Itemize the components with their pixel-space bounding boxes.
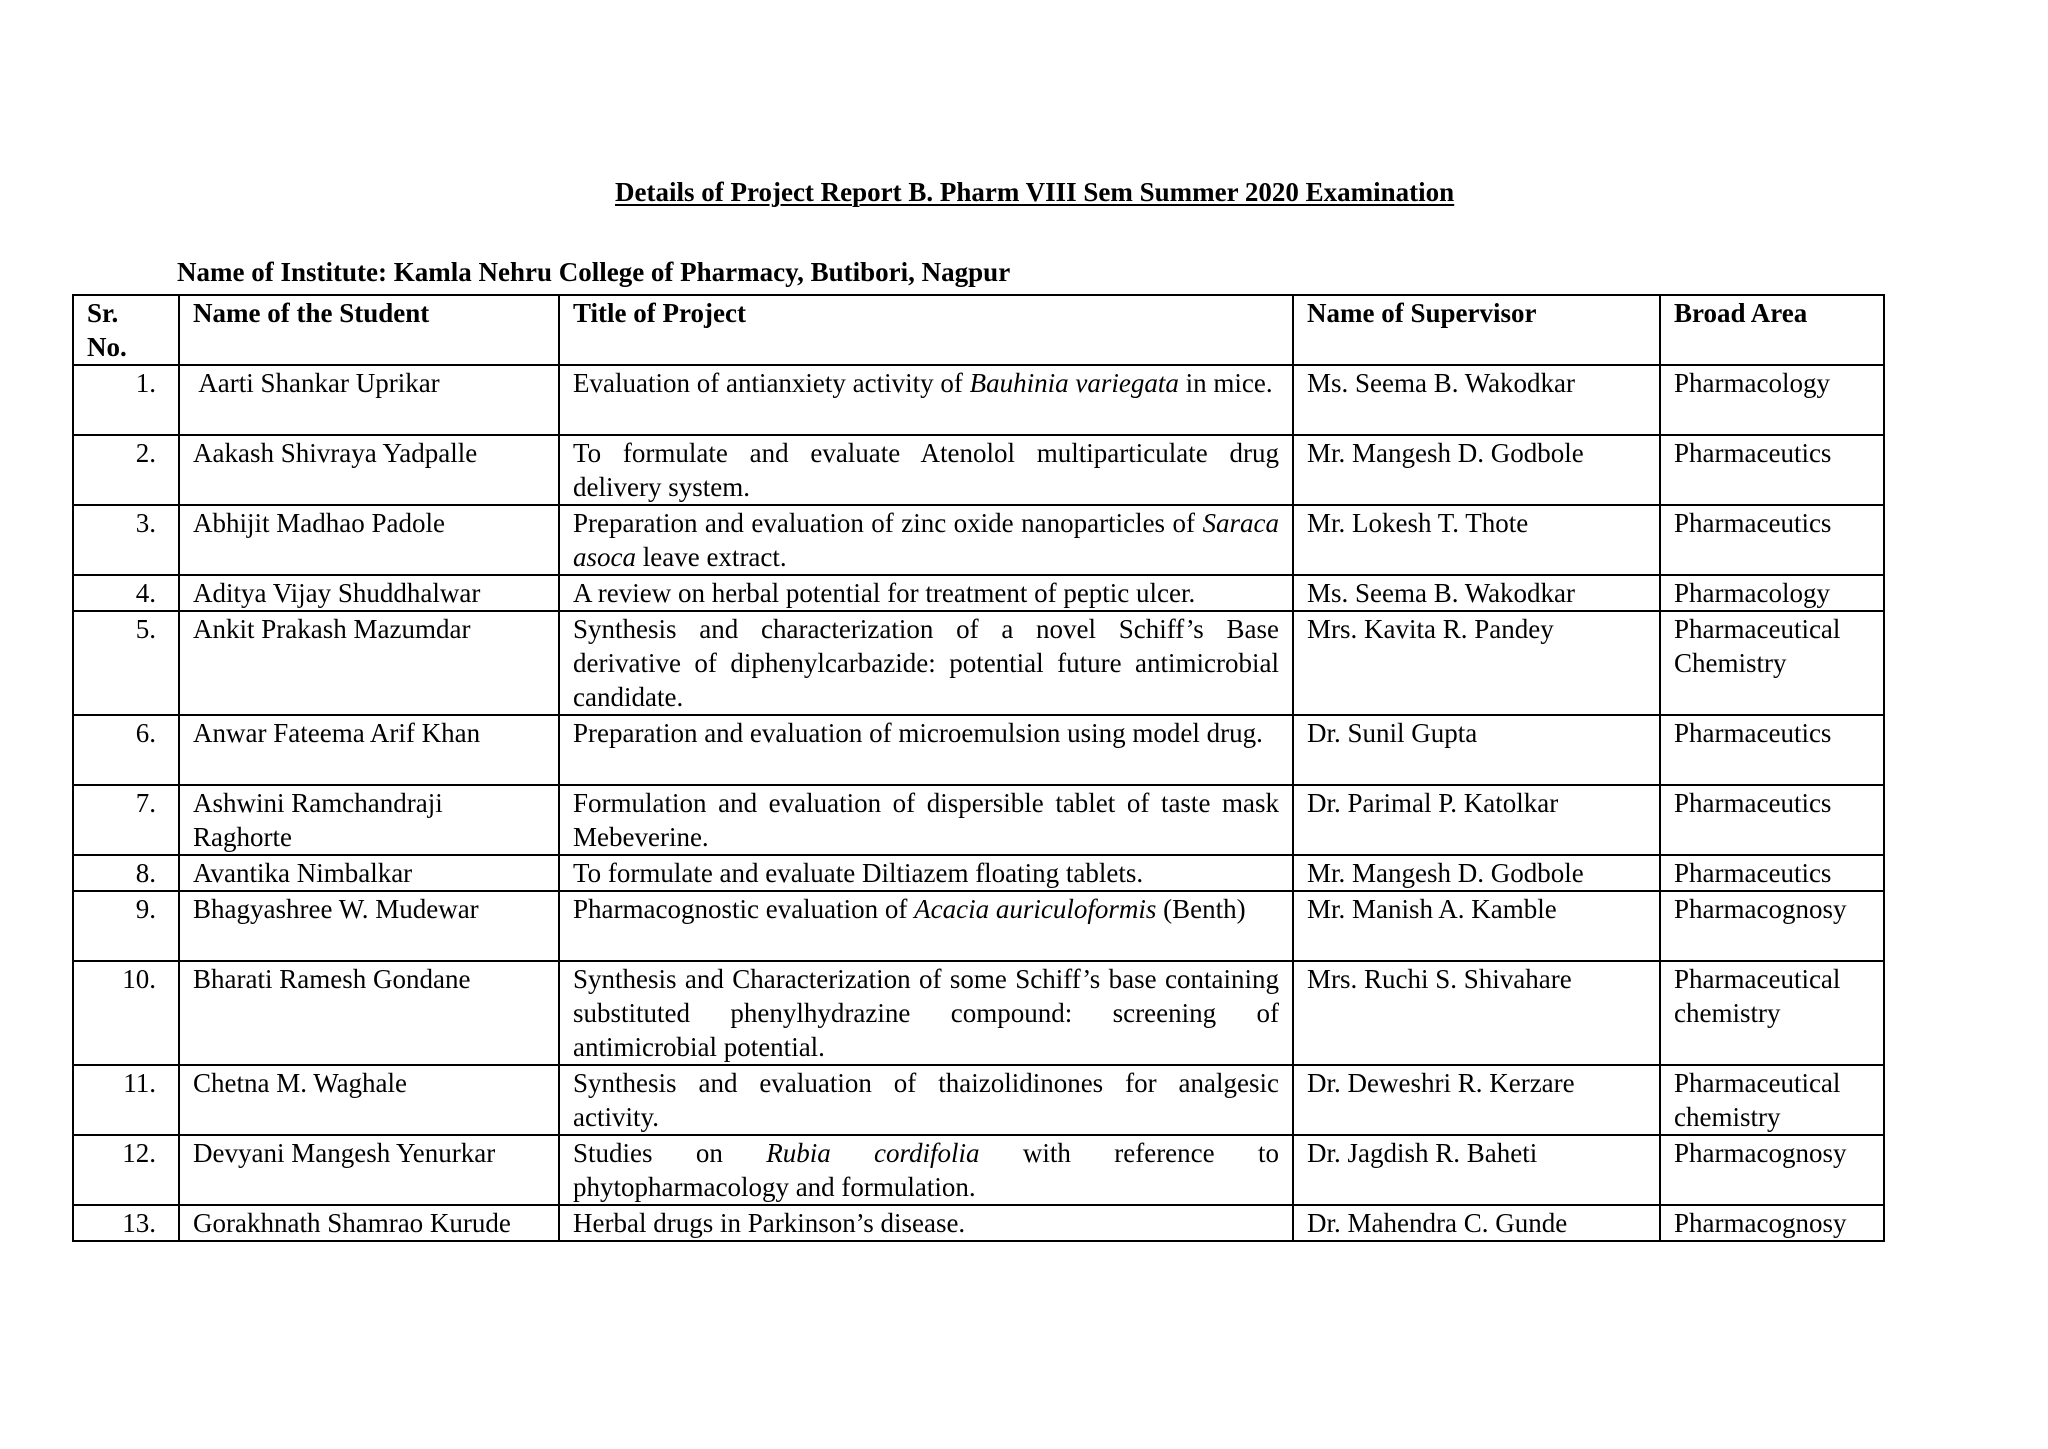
broad-area-cell: Pharmacognosy — [1660, 1135, 1884, 1205]
table-row — [73, 715, 1884, 785]
supervisor-cell: Dr. Deweshri R. Kerzare — [1293, 1065, 1660, 1135]
table-row — [73, 1065, 1884, 1135]
table-row — [73, 1135, 1884, 1205]
supervisor-cell: Ms. Seema B. Wakodkar — [1293, 365, 1660, 435]
project-title-cell: To formulate and evaluate Atenolol multiparticulate drug delivery system. — [559, 435, 1293, 505]
project-title-cell: Pharmacognostic evaluation of Acacia auriculoformis (Benth) — [559, 891, 1293, 961]
broad-area-cell: Pharmaceutical chemistry — [1660, 961, 1884, 1065]
sr-no-cell: 3. — [73, 505, 179, 575]
student-name-cell: Avantika Nimbalkar — [179, 855, 559, 891]
broad-area-cell: Pharmacology — [1660, 365, 1884, 435]
student-name-cell: Chetna M. Waghale — [179, 1065, 559, 1135]
header-sr-no: Sr. No. — [73, 295, 179, 365]
project-title-cell: Evaluation of antianxiety activity of Bauhinia variegata in mice. — [559, 365, 1293, 435]
supervisor-cell: Mrs. Ruchi S. Shivahare — [1293, 961, 1660, 1065]
header-supervisor: Name of Supervisor — [1293, 295, 1660, 365]
sr-no-cell: 9. — [73, 891, 179, 961]
document-title: Details of Project Report B. Pharm VIII Sem Summer 2020 Examination — [615, 177, 1455, 207]
sr-no-cell: 6. — [73, 715, 179, 785]
table-header-row — [73, 295, 1884, 365]
supervisor-cell: Ms. Seema B. Wakodkar — [1293, 575, 1660, 611]
sr-no-cell: 4. — [73, 575, 179, 611]
supervisor-cell: Mr. Mangesh D. Godbole — [1293, 855, 1660, 891]
table-row — [73, 435, 1884, 505]
broad-area-cell: Pharmaceutics — [1660, 715, 1884, 785]
broad-area-cell: Pharmaceutics — [1660, 505, 1884, 575]
student-name-cell: Aakash Shivraya Yadpalle — [179, 435, 559, 505]
table-row — [73, 961, 1884, 1065]
supervisor-cell: Mr. Manish A. Kamble — [1293, 891, 1660, 961]
supervisor-cell: Dr. Mahendra C. Gunde — [1293, 1205, 1660, 1241]
project-title-cell: Herbal drugs in Parkinson’s disease. — [559, 1205, 1293, 1241]
sr-no-cell: 8. — [73, 855, 179, 891]
broad-area-cell: Pharmaceutical Chemistry — [1660, 611, 1884, 715]
student-name-cell: Bhagyashree W. Mudewar — [179, 891, 559, 961]
header-project-title: Title of Project — [559, 295, 1293, 365]
sr-no-cell: 5. — [73, 611, 179, 715]
table-row — [73, 855, 1884, 891]
student-name-cell: Aarti Shankar Uprikar — [179, 365, 559, 435]
supervisor-cell: Mr. Mangesh D. Godbole — [1293, 435, 1660, 505]
supervisor-cell: Mr. Lokesh T. Thote — [1293, 505, 1660, 575]
broad-area-cell: Pharmaceutics — [1660, 435, 1884, 505]
project-title-cell: Formulation and evaluation of dispersible tablet of taste mask Mebeverine. — [559, 785, 1293, 855]
table-row — [73, 785, 1884, 855]
student-name-cell: Aditya Vijay Shuddhalwar — [179, 575, 559, 611]
table-row — [73, 575, 1884, 611]
institute-name: Name of Institute: Kamla Nehru College of Pharmacy, Butibori, Nagpur — [177, 257, 1011, 287]
project-title-cell: To formulate and evaluate Diltiazem floating tablets. — [559, 855, 1293, 891]
sr-no-cell: 2. — [73, 435, 179, 505]
student-name-cell: Devyani Mangesh Yenurkar — [179, 1135, 559, 1205]
project-title-cell: Studies on Rubia cordifolia with reference to phytopharmacology and formulation. — [559, 1135, 1293, 1205]
sr-no-cell: 13. — [73, 1205, 179, 1241]
supervisor-cell: Dr. Jagdish R. Baheti — [1293, 1135, 1660, 1205]
supervisor-cell: Dr. Parimal P. Katolkar — [1293, 785, 1660, 855]
broad-area-cell: Pharmacognosy — [1660, 1205, 1884, 1241]
sr-no-cell: 10. — [73, 961, 179, 1065]
student-name-cell: Ashwini Ramchandraji Raghorte — [179, 785, 559, 855]
sr-no-cell: 11. — [73, 1065, 179, 1135]
sr-no-cell: 7. — [73, 785, 179, 855]
project-title-cell: Synthesis and Characterization of some Schiff’s base containing substituted phenylhydrazine compound: screening of antimicrobial potential. — [559, 961, 1293, 1065]
project-title-cell: A review on herbal potential for treatment of peptic ulcer. — [559, 575, 1293, 611]
broad-area-cell: Pharmaceutical chemistry — [1660, 1065, 1884, 1135]
project-title-cell: Synthesis and characterization of a novel Schiff’s Base derivative of diphenylcarbazide: potential future antimicrobial candidate. — [559, 611, 1293, 715]
sr-no-cell: 1. — [73, 365, 179, 435]
student-name-cell: Ankit Prakash Mazumdar — [179, 611, 559, 715]
broad-area-cell: Pharmacognosy — [1660, 891, 1884, 961]
project-title-cell: Preparation and evaluation of zinc oxide nanoparticles of Saraca asoca leave extract. — [559, 505, 1293, 575]
student-name-cell: Gorakhnath Shamrao Kurude — [179, 1205, 559, 1241]
sr-no-cell: 12. — [73, 1135, 179, 1205]
broad-area-cell: Pharmacology — [1660, 575, 1884, 611]
supervisor-cell: Mrs. Kavita R. Pandey — [1293, 611, 1660, 715]
table-row — [73, 891, 1884, 961]
header-broad-area: Broad Area — [1660, 295, 1884, 365]
student-name-cell: Bharati Ramesh Gondane — [179, 961, 559, 1065]
table-row — [73, 611, 1884, 715]
student-name-cell: Abhijit Madhao Padole — [179, 505, 559, 575]
table-row — [73, 505, 1884, 575]
table-row — [73, 365, 1884, 435]
broad-area-cell: Pharmaceutics — [1660, 785, 1884, 855]
project-title-cell: Synthesis and evaluation of thaizolidinones for analgesic activity. — [559, 1065, 1293, 1135]
broad-area-cell: Pharmaceutics — [1660, 855, 1884, 891]
project-table — [72, 294, 1885, 1242]
project-title-cell: Preparation and evaluation of microemulsion using model drug. — [559, 715, 1293, 785]
table-row — [73, 1205, 1884, 1241]
header-student-name: Name of the Student — [179, 295, 559, 365]
supervisor-cell: Dr. Sunil Gupta — [1293, 715, 1660, 785]
student-name-cell: Anwar Fateema Arif Khan — [179, 715, 559, 785]
